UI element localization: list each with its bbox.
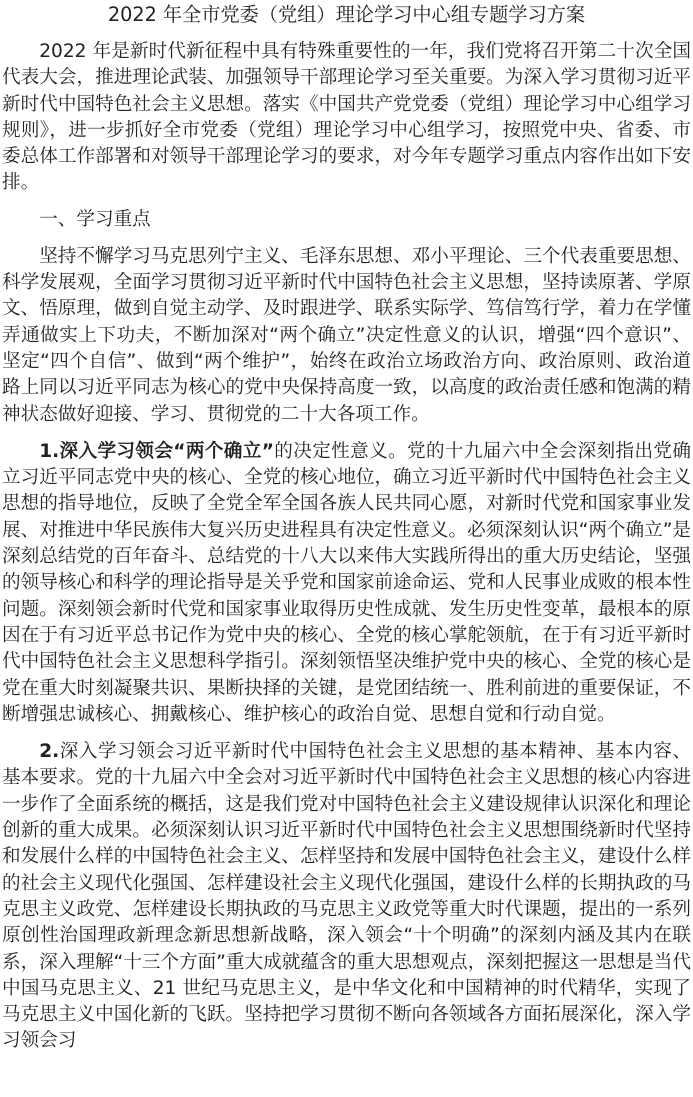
section-heading-study-focus: 一、学习重点 xyxy=(39,208,151,230)
item-1-paragraph xyxy=(2,439,691,728)
intro-paragraph: 2022 年是新时代新征程中具有特殊重要性的一年，我们党将召开第二十次全国代表大会，推进理论武装、加强领导干部理论学习至关重要。为深入学习贯彻习近平新时代中国特色社会主义思想。落实《中国共产党党委（党组）理论学习中心组学习规则》，进一步抓好全市党委（党组）理论学习中心组学习，按照党中央、省委、市委总体工作部署和对领导干部理论学习的要求，对今年专题学习重点内容作出如下安排。 xyxy=(2,41,691,194)
item-1-body: 党的十九届六中全会深刻指出党确立习近平同志党中央的核心、全党的核心地位，确立习近平新时代中国特色社会主义思想的指导地位，反映了全党全军全国各族人民共同心愿，对新时代党和国家事业发展、对推进中华民族伟大复兴历史进程具有决定性意义。必须深刻认识“两个确立”是深刻总结党的百年奋斗、总结党的十八大以来伟大实践所得出的重大历史结论，坚强的领导核心和科学的理论指导是关乎党和国家前途命运、党和人民事业成败的根本性问题。深刻领会新时代党和国家事业取得历史性成就、发生历史性变革，最根本的原因在于有习近平总书记作为党中央的核心、全党的核心掌舵领航，在于有习近平新时代中国特色社会主义思想科学指引。深刻领悟坚决维护党中央的核心、全党的核心是党在重大时刻凝聚共识、果断抉择的关键，是党团结统一、胜利前进的重要保证，不断增强忠诚核心、拥戴核心、维护核心的政治自觉、思想自觉和行动自觉。 xyxy=(2,440,691,725)
item-2-paragraph xyxy=(2,739,691,1055)
item-1-heading-tail: 的决定性意义。 xyxy=(273,440,407,462)
document-title: 2022 年全市党委（党组）理论学习中心组专题学习方案 xyxy=(107,3,586,26)
item-2-body: 深入学习领会习近平新时代中国特色社会主义思想的基本精神、基本内容、基本要求。党的十九届六中全会对习近平新时代中国特色社会主义思想的核心内容进一步作了全面系统的概括，这是我们党对中国特色社会主义建设规律认识深化和理论创新的重大成果。必须深刻认识习近平新时代中国特色社会主义思想围绕新时代坚持和发展什么样的中国特色社会主义、怎样坚持和发展中国特色社会主义，建设什么样的社会主义现代化强国、怎样建设社会主义现代化强国，建设什么样的长期执政的马克思主义政党、怎样建设长期执政的马克思主义政党等重大时代课题，提出的一系列原创性治国理政新理念新思想新战略，深入领会“十个明确”的深刻内涵及其内在联系，深入理解“十三个方面”重大成就蕴含的重大思想观点，深刻把握这一思想是当代中国马克思主义、21 世纪马克思主义，是中华文化和中国精神的时代精华，实现了马克思主义中国化新的飞跃。坚持把学习贯彻不断向各领域各方面拓展深化，深入学习领会习 xyxy=(2,741,691,1052)
item-2-number: 2. xyxy=(39,741,60,763)
item-1-heading: 1.深入学习领会“两个确立” xyxy=(39,440,274,462)
study-focus-paragraph: 坚持不懈学习马克思列宁主义、毛泽东思想、邓小平理论、三个代表重要思想、科学发展观，全面学习贯彻习近平新时代中国特色社会主义思想，坚持读原著、学原文、悟原理，做到自觉主动学、及时跟进学、联系实际学、笃信笃行学，着力在学懂弄通做实上下功夫，不断加深对“两个确立”决定性意义的认识，增强“四个意识”、坚定“四个自信”、做到“两个维护”，始终在政治立场政治方向、政治原则、政治道路上同以习近平同志为核心的党中央保持高度一致，以高度的政治责任感和饱满的精神状态做好迎接、学习、贯彻党的二十大各项工作。 xyxy=(2,245,691,425)
